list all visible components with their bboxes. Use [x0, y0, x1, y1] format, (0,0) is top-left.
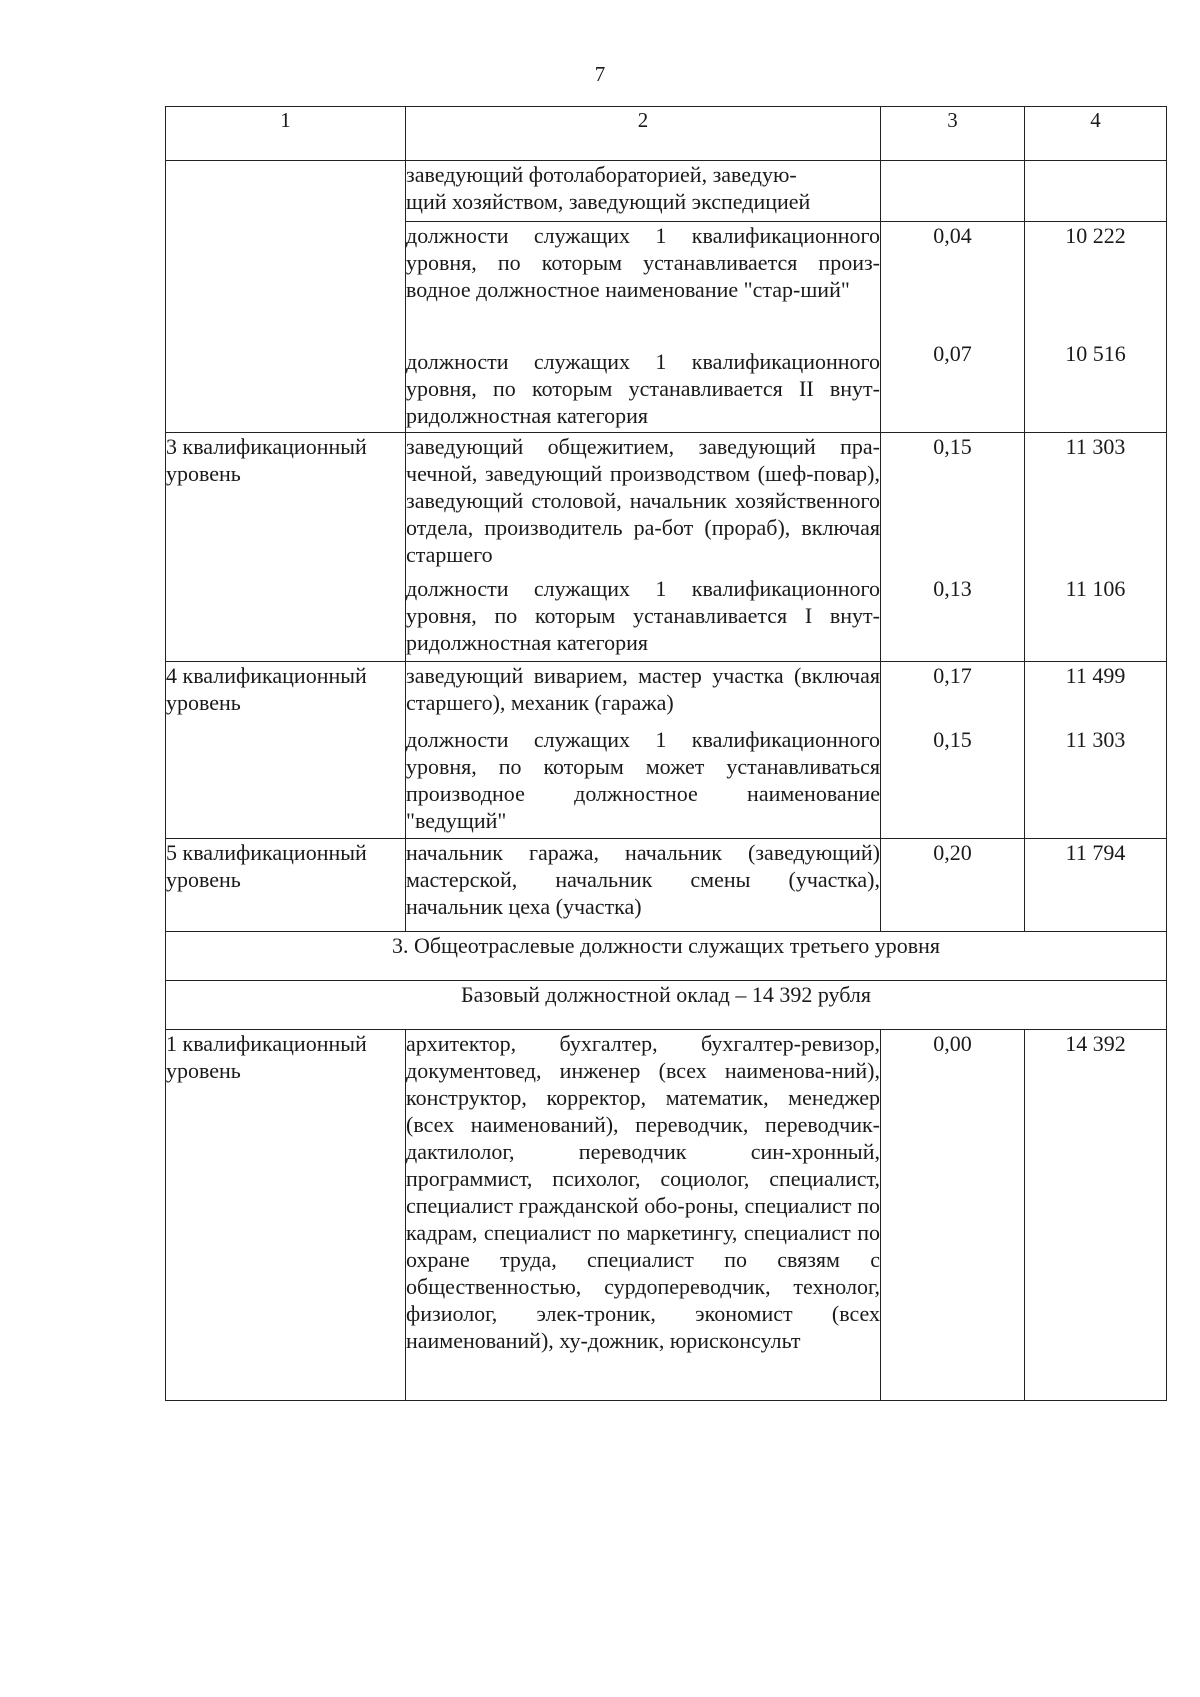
salary: 10 516 [1025, 340, 1167, 433]
position-desc: заведующий общежитием, заведующий пра-чечной, заведующий производством (шеф-повар), заведующий столовой, начальник хозяйственного отдела, производитель ра-бот (прораб), включая старшего [406, 433, 881, 576]
base-salary: Базовый должностной оклад – 14 392 рубля [166, 981, 1167, 1030]
salary: 11 106 [1025, 575, 1167, 662]
level-cell-continued [166, 161, 406, 433]
page-number: 7 [594, 62, 606, 86]
coefficient: 0,00 [881, 1030, 1025, 1401]
coefficient: 0,13 [881, 575, 1025, 662]
level-label: 4 квалификационный уровень [166, 662, 406, 839]
salary: 11 303 [1025, 726, 1167, 839]
coefficient: 0,15 [881, 433, 1025, 576]
level-label: 3 квалификационный уровень [166, 433, 406, 662]
header-col-3: 3 [881, 107, 1025, 161]
salary [1025, 161, 1167, 222]
table-row [166, 1030, 1167, 1401]
position-desc: должности служащих 1 квалификационного уровня, по которым устанавливается II внут-ридолжностная категория [406, 340, 881, 433]
position-desc: архитектор, бухгалтер, бухгалтер-ревизор, документовед, инженер (всех наименова-ний), конструктор, корректор, математик, менеджер (всех наименований), переводчик, переводчик-дактилолог, переводчик син-хронный, программист, психолог, социолог, специалист, специалист гражданской обо-роны, специалист по кадрам, специалист по маркетингу, специалист по охране труда, специалист по связям с общественностью, сурдопереводчик, технолог, физиолог, элек-троник, экономист (всех наименований), ху-дожник, юрисконсульт [406, 1030, 881, 1401]
salary: 10 222 [1025, 222, 1167, 341]
coefficient: 0,20 [881, 839, 1025, 932]
salary-table [165, 106, 1167, 1401]
section-heading: 3. Общеотраслевые должности служащих третьего уровня [166, 932, 1167, 981]
position-desc: должности служащих 1 квалификационного уровня, по которым может устанавливаться производное должностное наименование "ведущий" [406, 726, 881, 839]
header-col-4: 4 [1025, 107, 1167, 161]
level-label: 5 квалификационный уровень [166, 839, 406, 932]
base-salary-row [166, 981, 1167, 1030]
section-heading-row [166, 932, 1167, 981]
header-col-1: 1 [166, 107, 406, 161]
position-desc: заведующий виварием, мастер участка (включая старшего), механик (гаража) [406, 662, 881, 727]
position-desc: начальник гаража, начальник (заведующий) мастерской, начальник смены (участка), начальник цеха (участка) [406, 839, 881, 932]
table-row [166, 662, 1167, 727]
level-label: 1 квалификационный уровень [166, 1030, 406, 1401]
coefficient: 0,17 [881, 662, 1025, 727]
coefficient: 0,15 [881, 726, 1025, 839]
table-row [166, 161, 1167, 222]
salary: 11 499 [1025, 662, 1167, 727]
coefficient: 0,07 [881, 340, 1025, 433]
salary: 14 392 [1025, 1030, 1167, 1401]
coefficient [881, 161, 1025, 222]
header-col-2: 2 [406, 107, 881, 161]
coefficient: 0,04 [881, 222, 1025, 341]
table-row [166, 839, 1167, 932]
position-desc: должности служащих 1 квалификационного уровня, по которым устанавливается произ-водное должностное наименование "стар-ший" [406, 222, 881, 341]
table-row [166, 433, 1167, 576]
salary: 11 303 [1025, 433, 1167, 576]
position-desc: заведующий фотолабораторией, заведую- щий хозяйством, заведующий экспедицией [406, 161, 881, 222]
salary: 11 794 [1025, 839, 1167, 932]
table-header-row [166, 107, 1167, 161]
position-desc: должности служащих 1 квалификационного уровня, по которым устанавливается I внут-ридолжностная категория [406, 575, 881, 662]
